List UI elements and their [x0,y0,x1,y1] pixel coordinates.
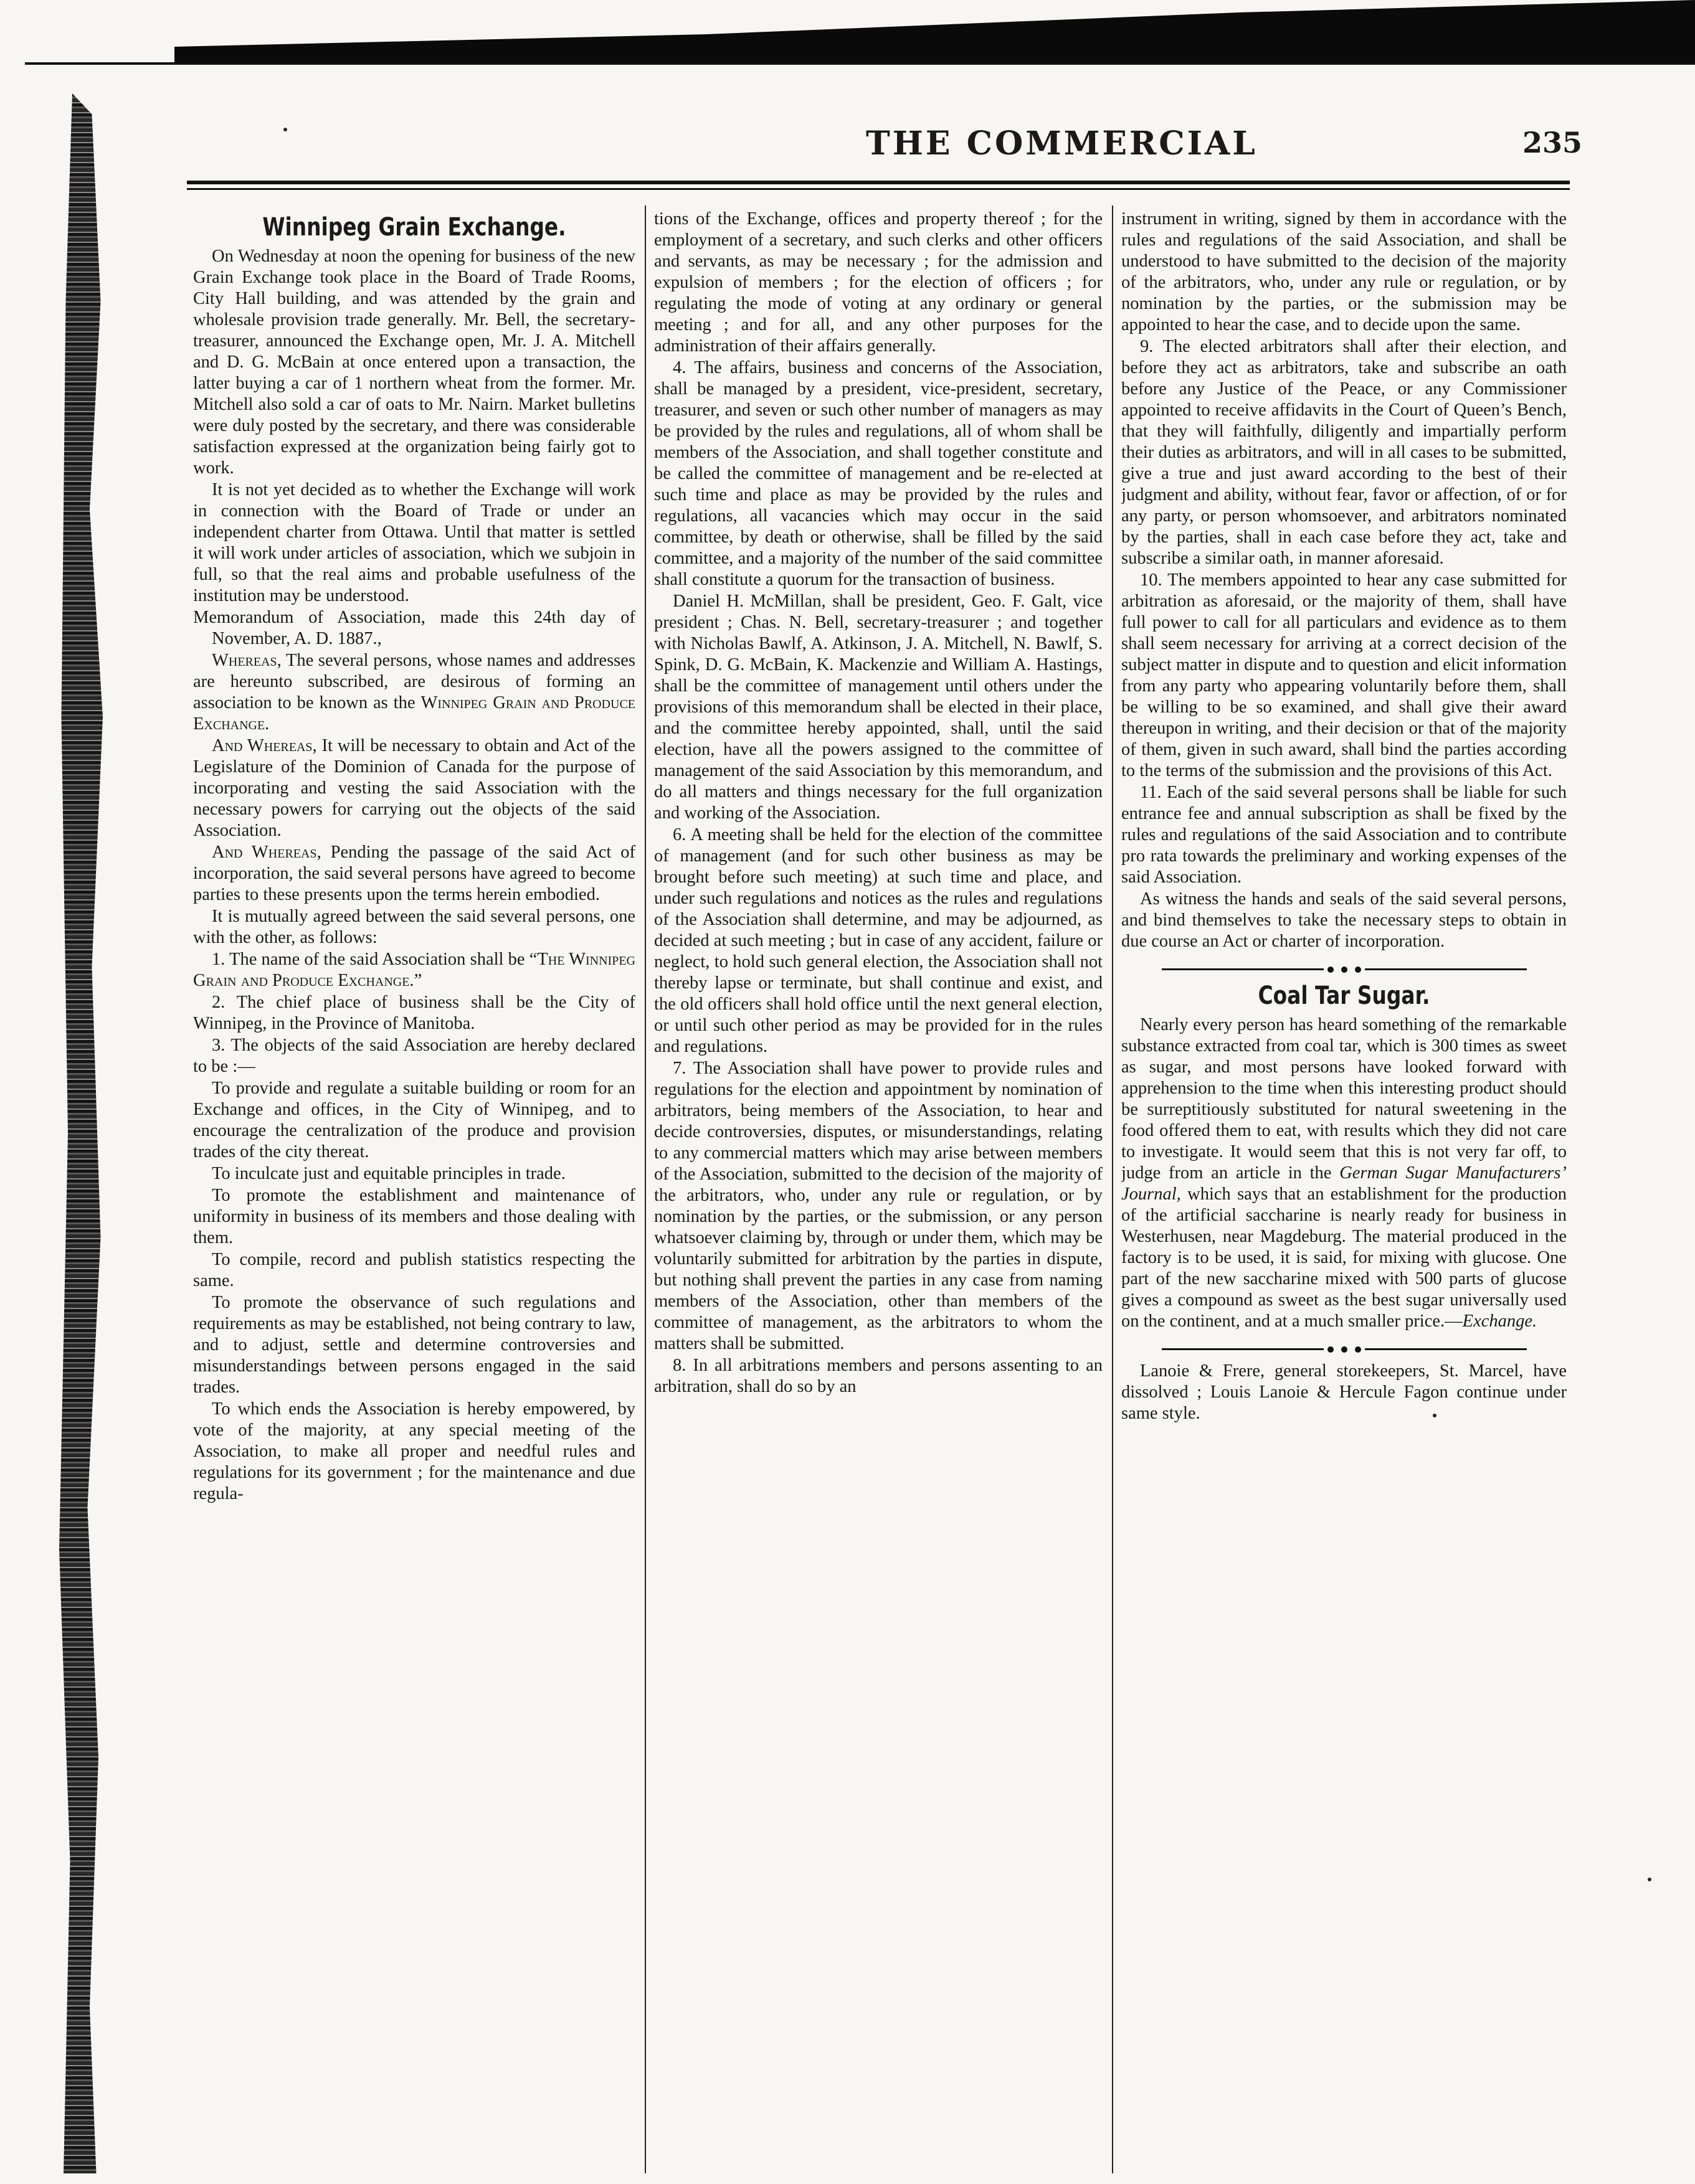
paragraph: Lanoie & Frere, general storekeepers, St. Marcel, have dissolved ; Louis Lanoie & Hercule Fagon continue under same style. [1121,1361,1567,1423]
paragraph: To promote the establishment and maintenance of uniformity in business of its members and those dealing with them. [193,1186,635,1247]
paragraph: 9. The elected arbitrators shall after their election, and before they act as arbitrators, take and subscribe an oath before any Justice of the Peace, or any Commissioner appointed to receive affidavits in the Court of Queen’s Bench, that they will faithfully, diligently and impartially perform their duties as arbitrators, and will in all cases to be submitted, give a true and just award according to the best of their judgment and ability, without fear, favor or affection, of or for any party, or person whomsoever, and arbitrators nominated by the parties, shall in each case before they act, take and subscribe a similar oath, in manner aforesaid. [1121,337,1567,568]
paragraph: Daniel H. McMillan, shall be president, Geo. F. Galt, vice president ; Chas. N. Bell, secretary-treasurer ; and together with Nicholas Bawlf, A. Atkinson, J. A. Mitchell, N. Bawlf, S. Spink, D. G. McBain, K. Mackenzie and William A. Hastings, shall be the committee of management until others under the provisions of this memorandum shall be elected in their place, and the committee hereby appointed, shall, until the said election, have all the powers assigned to the committee of management of the said Association by this memorandum, and do all matters and things necessary for the full organization and working of the Association. [654,592,1103,823]
scan-speck [1433,1414,1436,1417]
scan-top-edge [174,0,1695,62]
text-run: Pending the passage of the said Act of incorporation, the said several persons have agreed to become parties to these presents upon the terms herein embodied. [193,843,635,904]
paragraph: To which ends the Association is hereby empowered, by vote of the majority, at any special meeting of the Association, to make all proper and needful rules and regulations for its government ; for the maintenance and due regula- [193,1399,635,1503]
scan-speck [283,128,287,131]
paragraph: On Wednesday at noon the opening for business of the new Grain Exchange took place in the Board of Trade Rooms, City Hall building, and was attended by the grain and wholesale provision trade generally. Mr. Bell, the secretary-treasurer, announced the Exchange open, Mr. J. A. Mitchell and D. G. McBain at once entered upon a transaction, the latter buying a car of 1 northern wheat from the former. Mr. Mitchell also sold a car of oats to Mr. Nairn. Market bulletins were duly posted by the secretary, and there was considerable satisfaction expressed at the organization being fairly got to work. [193,247,635,478]
memorandum-heading: Memorandum of Association, made this 24th day of November, A. D. 1887., [193,608,635,648]
paragraph: 10. The members appointed to hear any case submitted for arbitration as aforesaid, or the majority of them, shall have full power to call for all particulars and evidence as to them shall seem necessary for arriving at a correct decision of the subject matter in dispute and to question and elicit information from any party who appearing voluntarily before them, shall be willing to be so examined, and shall give their award thereupon in writing, and their decision or that of the majority of them, given in such award, shall bind the parties according to the terms of the submission and the provisions of this Act. [1121,570,1567,780]
paragraph: To provide and regulate a suitable building or room for an Exchange and offices, in the City of Winnipeg, and to encourage the centralization of the produce and provision trades of the city thereat. [193,1079,635,1161]
paragraph: 4. The affairs, business and concerns of the Association, shall be managed by a president, vice-president, secretary, treasurer, and seven or such other number of managers as may be provided by the rules and regulations, all of whom shall be members of the Association, and shall together constitute and be called the committee of management and be re-elected at such time and place as may be provided by the rules and regulations, all vacancies which may occur in the said committee, by death or otherwise, shall be filled by the said committee, and a majority of the number of the said committee shall constitute a quorum for the transaction of business. [654,358,1103,589]
page-header [187,125,1582,174]
paragraph [193,650,635,735]
paragraph: 6. A meeting shall be held for the election of the committee of management (and for such other business as may be brought before such meeting) at such time and place, and under such regulations and notices as the rules and regulations of the Association shall determine, and may be adjourned, as decided at such meeting ; but in case of any accident, failure or neglect, to hold such general election, the Association shall not thereby lapse or terminate, but shall continue and exist, and the old officers shall hold office until the next general election, or until such other period as may be provided for in the rules and regulations. [654,825,1103,1056]
ornament-dot [1327,1346,1334,1353]
scan-binding-edge [59,93,103,2173]
article-title: Coal Tar Sugar. [1258,981,1430,1010]
paragraph: To promote the observance of such regulations and requirements as may be established, not being contrary to law, and to adjust, settle and determine controversies and misunderstandings between persons engaged in the said trades. [193,1293,635,1397]
column-1 [193,209,635,2177]
paragraph [193,735,635,841]
paragraph: 3. The objects of the said Association are hereby declared to be :— [193,1036,635,1076]
paragraph [1121,1014,1567,1332]
ornament-dot [1327,967,1334,973]
paragraph: 11. Each of the said several persons shall be liable for such entrance fee and annual subscription as shall be fixed by the rules and regulations of the said Association and to contribute pro rata towards the preliminary and working expenses of the said Association. [1121,783,1567,887]
paragraph: It is not yet decided as to whether the Exchange will work in connection with the Board of Trade or under an independent charter from Ottawa. Until that matter is settled it will work under articles of association, which we subjoin in full, so that the real aims and probable usefulness of the institution may be understood. [193,480,635,605]
section-ornament [1121,1341,1567,1356]
small-caps-text: And Whereas, [212,843,321,862]
ornament-line [1162,1348,1324,1350]
ornament-line [1365,968,1527,970]
column-divider [645,206,646,2173]
page-number: 235 [1522,126,1582,159]
small-caps-text: Whereas, [212,651,282,670]
small-caps-text: Winnipeg Grain and Produce Exchange. [193,693,635,734]
text-run: The several persons, whose names and addresses are hereunto subscribed, are desirous of forming an association to be known as the [193,651,635,712]
ornament-line [1365,1348,1527,1350]
paragraph: tions of the Exchange, offices and property thereof ; for the employment of a secretary, and such clerks and other officers and servants, as may be necessary ; for the admission and expulsion of members ; for the election of officers ; for regulating the mode of voting at any ordinary or general meeting ; and for all, and any other purposes for the administration of their affairs generally. [654,209,1103,356]
column-2 [654,209,1103,2177]
paragraph: As witness the hands and seals of the said several persons, and bind themselves to take the necessary steps to obtain in due course an Act or charter of incorporation. [1121,889,1567,951]
paragraph: 7. The Association shall have power to provide rules and regulations for the election and appointment by nomination of arbitrators, being members of the Association, to hear and decide controversies, disputes, or misunderstandings, relating to any commercial matters which may arise between members of the Association, submitted to the decision of the majority of the arbitrators, who, under any rule or regulation, or by nomination by the parties, or the submission, or any person whatsoever claiming by, through or under them, which may be voluntarily submitted for arbitration by the parties in dispute, but nothing shall prevent the parties in any case from naming members of the Association, other than members of the committee of management, as the arbitrators to whom the matters shall be submitted. [654,1059,1103,1353]
paragraph: 8. In all arbitrations members and persons assenting to an arbitration, shall do so by an [654,1356,1103,1396]
text-run: which says that an establishment for the production of the artificial saccharine is nearly ready for business in Westerhusen, near Magdeburg. The material produced in the factory is to be used, it is said, for mixing with glucose. One part of the new saccharine mixed with 500 parts of glucose gives a compound as sweet as the best sugar universally used on the continent, and at a much smaller price.— [1121,1184,1567,1331]
header-rule-thin [187,188,1570,190]
paragraph [193,949,635,991]
ornament-dot [1341,967,1347,973]
scan-edge-line [25,62,1695,65]
paragraph: To compile, record and publish statistics respecting the same. [193,1250,635,1290]
header-rule [187,181,1570,184]
small-caps-text: The Winnipeg Grain and Produce Exchange. [193,950,635,990]
ornament-dot [1355,1346,1361,1353]
section-ornament [1121,961,1567,976]
scan-speck [1648,1878,1651,1881]
text-run: It will be necessary to obtain and Act of the Legislature of the Dominion of Canada for the purpose of incorporating and vesting the said Association with the necessary powers for carrying out the objects of the said Association. [193,736,635,840]
small-caps-text: And Whereas, [212,736,317,755]
article-title: Winnipeg Grain Exchange. [262,213,566,242]
column-3 [1121,209,1567,2177]
paragraph [193,842,635,905]
paragraph: It is mutually agreed between the said several persons, one with the other, as follows: [193,907,635,947]
paragraph: To inculcate just and equitable principles in trade. [212,1164,566,1183]
paragraph: instrument in writing, signed by them in accordance with the rules and regulations of the said Association, and shall be understood to have submitted to the decision of the majority of the arbitrators, who, under any rule or regulation, or by nomination by the parties, or the submission may be appointed to hear the case, and to decide upon the same. [1121,209,1567,334]
paragraph: 2. The chief place of business shall be the City of Winnipeg, in the Province of Manitoba. [193,993,635,1033]
ornament-line [1162,968,1324,970]
ornament-dot [1355,967,1361,973]
italic-text: Exchange. [1462,1312,1537,1331]
text-run: ” [414,971,422,990]
text-run: 1. The name of the said Association shall be “ [212,950,538,969]
ornament-dot [1341,1346,1347,1353]
italic-text: German Sugar Manufacturers’ Journal, [1121,1163,1567,1204]
newspaper-title: THE COMMERCIAL [866,125,1258,163]
text-run: Nearly every person has heard something of the remarkable substance extracted from coal tar, which is 300 times as sweet as sugar, and most persons have looked forward with apprehension to the time when this interesting product should be surreptitiously substituted for natural sweetening in the food offered them to eat, with results which they did not care to investigate. It would seem that this is not very far off, to judge from an article in the [1121,1015,1567,1183]
column-divider [1112,206,1113,2173]
